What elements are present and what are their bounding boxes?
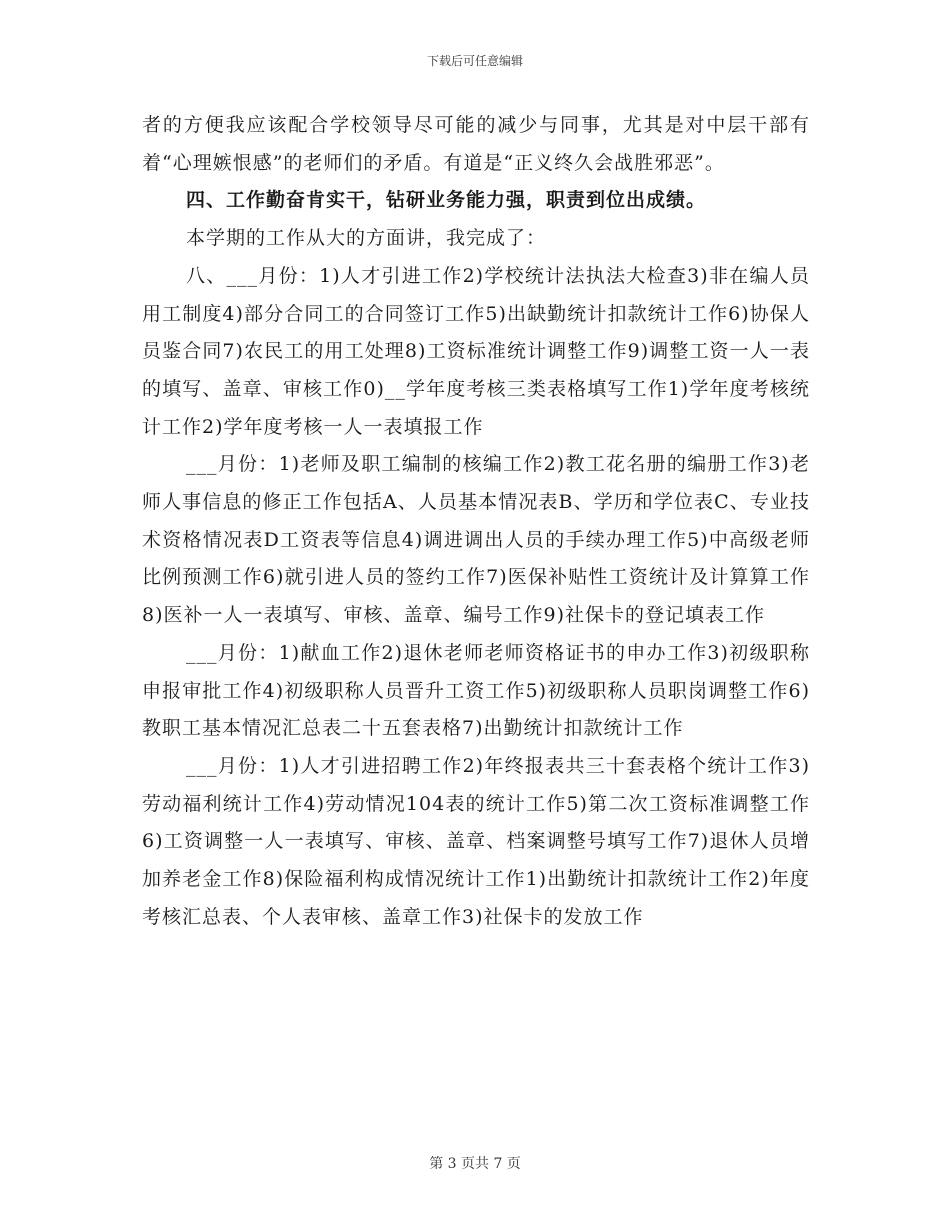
paragraph-intro: 本学期的工作从大的方面讲，我完成了： — [186, 227, 547, 250]
paragraph-month-4: ___月份：1)人才引进招聘工作2)年终报表共三十套表格个统计工作3)劳动福利统计工作4)劳动情况104表的统计工作5)第二次工资标准调整工作6)工资调整一人一表填写、审核、盖章、档案调整号填写工作7)退休人员增加养老金工作8)保险福利构成情况统计工作1)出勤统计扣款统计工作2)年度考核汇总表、个人表审核、盖章工作3)社保卡的发放工作 — [142, 754, 810, 928]
paragraph-month-1: 八、___月份：1)人才引进工作2)学校统计法执法大检查3)非在编人员用工制度4)部分合同工的合同签订工作5)出缺勤统计扣款统计工作6)协保人员鉴合同7)农民工的用工处理8)工资标准统计调整工作9)调整工资一人一表的填写、盖章、审核工作0)__学年度考核三类表格填写工作1)学年度考核统计工作2)学年度考核一人一表填报工作 — [142, 264, 810, 438]
section-heading: 四、工作勤奋肯实干，钻研业务能力强，职责到位出成绩。 — [186, 189, 707, 212]
page-footer: 第 3 页共 7 页 — [429, 1156, 521, 1172]
document-body — [142, 107, 810, 936]
paragraph-continuation: 者的方便我应该配合学校领导尽可能的减少与同事，尤其是对中层干部有着“心理嫉恨感”的老师们的矛盾。有道是“正义终久会战胜邪恶”。 — [142, 114, 810, 174]
paragraph-month-3: ___月份：1)献血工作2)退休老师老师资格证书的申办工作3)初级职称申报审批工作4)初级职称人员晋升工资工作5)初级职称人员职岗调整工作6)教职工基本情况汇总表二十五套表格7)出勤统计扣款统计工作 — [142, 641, 810, 740]
page-header: 下载后可任意编辑 — [426, 54, 523, 68]
paragraph-month-2: ___月份：1)老师及职工编制的核编工作2)教工花名册的编册工作3)老师人事信息的修正工作包括A、人员基本情况表B、学历和学位表C、专业技术资格情况表D工资表等信息4)调进调出人员的手续办理工作5)中高级老师比例预测工作6)就引进人员的签约工作7)医保补贴性工资统计及计算算工作8)医补一人一表填写、审核、盖章、编号工作9)社保卡的登记填表工作 — [142, 453, 810, 627]
